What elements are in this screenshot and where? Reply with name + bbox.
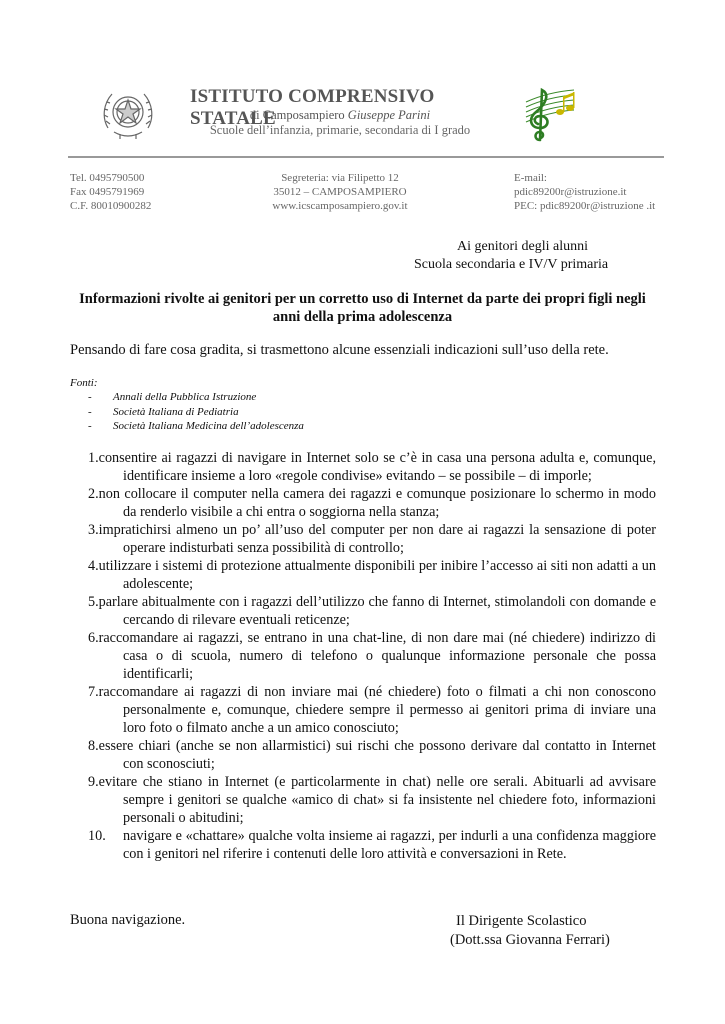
recommendation-item bbox=[88, 629, 656, 683]
item-number: 5. bbox=[88, 594, 99, 610]
contact-email-column bbox=[514, 171, 655, 213]
source-item: - Società Italiana di Pediatria bbox=[88, 405, 239, 418]
contact-phone-column bbox=[70, 171, 151, 213]
school-name: ISTITUTO COMPRENSIVO STATALE bbox=[190, 86, 435, 129]
contact-fax: Fax 0495791969 bbox=[70, 186, 145, 198]
contact-tel: Tel. 0495790500 bbox=[70, 172, 145, 184]
item-text: consentire ai ragazzi di navigare in Internet solo se c’è in casa una persona adulta e, comunque, identificare insieme a loro «regole condivise» evitando – se possibile – di imporle; bbox=[98, 450, 656, 484]
recommendation-item bbox=[88, 521, 656, 557]
header-divider bbox=[68, 156, 664, 158]
school-subtitle bbox=[190, 108, 490, 123]
item-text: raccomandare ai ragazzi, se entrano in una chat-line, di non dare mai (né chiedere) indirizzo di casa o di scuola, numero di telefono o qualunque informazione personale che possa identificarli; bbox=[98, 630, 656, 682]
item-number: 8. bbox=[88, 738, 99, 754]
addressee-line-1: Ai genitori degli alunni bbox=[457, 239, 589, 254]
item-text: navigare e «chattare» qualche volta insieme ai ragazzi, per indurli a una confidenza maggiore con i genitori nel riferire i contenuti delle loro attività e conversazioni in Rete. bbox=[123, 828, 656, 862]
recommendation-item bbox=[88, 593, 656, 629]
item-number: 1. bbox=[88, 450, 99, 466]
recommendation-item bbox=[88, 683, 656, 737]
document-title: Informazioni rivolte ai genitori per un corretto uso di Internet da parte dei propri figli negli anni della prima adolescenza bbox=[79, 291, 646, 325]
item-text: essere chiari (anche se non allarmistici) sui rischi che possono derivare dal contatto in Internet con sconosciuti; bbox=[98, 738, 656, 772]
treble-clef-icon bbox=[518, 82, 578, 146]
contact-pec-link[interactable]: PEC: pdic89200r@istruzione .it bbox=[514, 200, 656, 212]
item-text: evitare che stiano in Internet (e particolarmente in chat) nelle ore serali. Abituarli ad avvisare sempre i genitori se qualche «amico di chat» si fa insistente nel chiedere foto, informazioni personali o abitudini; bbox=[98, 774, 656, 826]
recommendation-item bbox=[88, 485, 656, 521]
item-number: 4. bbox=[88, 558, 99, 574]
item-text: utilizzare i sistemi di protezione attualmente disponibili per inibire l’accesso ai siti non adatti a un adolescente; bbox=[98, 558, 656, 592]
item-number: 6. bbox=[88, 630, 99, 646]
recommendation-item bbox=[88, 737, 656, 773]
subtitle-name: Giuseppe Parini bbox=[347, 108, 431, 122]
contact-email-link[interactable]: pdic89200r@istruzione.it bbox=[514, 186, 627, 198]
contact-email-label: E-mail: bbox=[514, 172, 547, 184]
item-number: 2. bbox=[88, 486, 99, 502]
source-text: Annali della Pubblica Istruzione bbox=[113, 391, 257, 403]
item-text: raccomandare ai ragazzi di non inviare mai (né chiedere) foto o filmati a chi non conoscono personalmente e, comunque, chiedere sempre il permesso ai genitori prima di inviare una loro foto o filmato anche a un amico conosciuto; bbox=[98, 684, 656, 736]
source-item: - Società Italiana Medicina dell’adolescenza bbox=[88, 420, 304, 432]
signature-role: Il Dirigente Scolastico bbox=[456, 913, 587, 929]
item-number: 3. bbox=[88, 522, 99, 538]
item-number: 10. bbox=[88, 828, 106, 844]
contact-cf: C.F. 80010900282 bbox=[70, 200, 152, 212]
schools-line: Scuole dell’infanzia, primarie, secondaria di I grado bbox=[209, 123, 471, 137]
recommendation-item bbox=[88, 827, 656, 863]
contact-city: 35012 – CAMPOSAMPIERO bbox=[273, 186, 407, 198]
source-text: Società Italiana Medicina dell’adolescenza bbox=[113, 420, 304, 432]
sources-label: Fonti: bbox=[70, 377, 98, 389]
addressee-line-2: Scuola secondaria e IV/V primaria bbox=[414, 257, 609, 272]
italian-republic-emblem-icon bbox=[100, 84, 156, 144]
recommendation-item bbox=[88, 557, 656, 593]
item-number: 7. bbox=[88, 684, 99, 700]
source-item: - Annali della Pubblica Istruzione bbox=[88, 391, 257, 403]
item-number: 9. bbox=[88, 774, 99, 790]
source-text: Società Italiana di Pediatria bbox=[113, 405, 239, 418]
signature-block bbox=[450, 912, 610, 950]
item-text: impratichirsi almeno un po’ all’uso del computer per non dare ai ragazzi la sensazione di poter operare indisturbati senza possibilità di controllo; bbox=[98, 522, 656, 556]
item-text: parlare abitualmente con i ragazzi dell’utilizzo che fanno di Internet, stimolandoli con domande e cercando di rilevare eventuali reticenze; bbox=[98, 594, 656, 628]
signature-name: (Dott.ssa Giovanna Ferrari) bbox=[450, 932, 610, 948]
recommendations-list bbox=[88, 449, 656, 863]
closing-greeting: Buona navigazione. bbox=[70, 912, 186, 928]
sources-list bbox=[88, 390, 304, 434]
contact-address: Segreteria: via Filipetto 12 bbox=[281, 172, 399, 184]
recommendation-item bbox=[88, 449, 656, 485]
addressee-block bbox=[414, 238, 654, 274]
intro-paragraph: Pensando di fare cosa gradita, si trasmettono alcune essenziali indicazioni sull’uso della rete. bbox=[70, 342, 609, 358]
contact-address-column bbox=[270, 171, 410, 213]
contact-website-link[interactable]: www.icscamposampiero.gov.it bbox=[272, 200, 408, 212]
subtitle-prefix: di Camposampiero bbox=[249, 108, 348, 122]
item-text: non collocare il computer nella camera dei ragazzi e comunque posizionare lo schermo in modo da renderlo visibile a chi entra o soggiorna nella stanza; bbox=[98, 486, 656, 520]
recommendation-item bbox=[88, 773, 656, 827]
